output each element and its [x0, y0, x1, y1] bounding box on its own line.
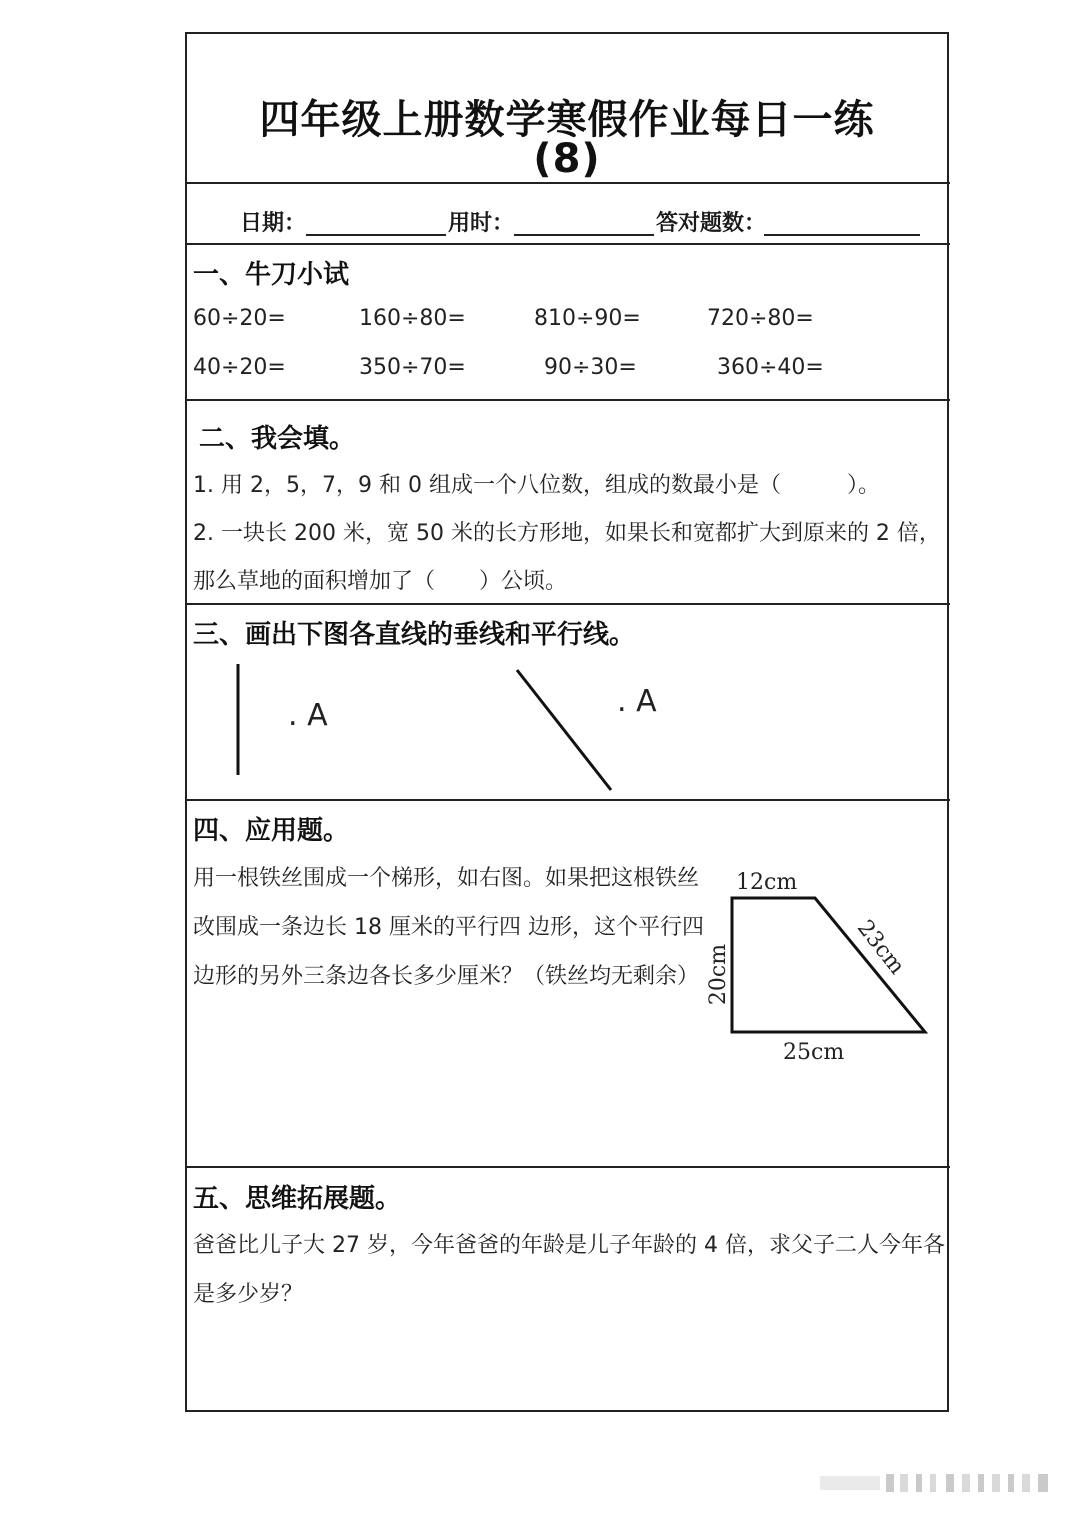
fill-question-2-line1: 2. 一块长 200 米，宽 50 米的长方形地，如果长和宽都扩大到原来的 2 倍， — [193, 521, 941, 546]
problem-text-line2: 改围成一条边长 18 厘米的平行四 边形，这个平行四 — [193, 915, 704, 940]
divider — [186, 603, 950, 605]
divider — [186, 799, 950, 801]
trapezoid-bottom-label: 25cm — [783, 1040, 845, 1065]
info-row — [240, 204, 940, 240]
correct-count-label: 答对题数： — [656, 211, 767, 236]
slanted-line — [517, 670, 611, 790]
section1-title: 一、牛刀小试 — [193, 260, 350, 290]
problem-1: 60÷20= — [193, 306, 286, 331]
page-title-number: (8) — [533, 136, 601, 182]
section2-title: 二、我会填。 — [199, 424, 356, 454]
divider — [186, 1166, 950, 1168]
problem-3: 810÷90= — [534, 306, 641, 331]
divider — [186, 399, 950, 401]
problem-2: 160÷80= — [359, 306, 466, 331]
problem-text-line1: 用一根铁丝围成一个梯形，如右图。如果把这根铁丝 — [193, 866, 700, 891]
point-a-label-2: . A — [617, 684, 657, 719]
section5-title: 五、思维拓展题。 — [193, 1184, 402, 1214]
fill-question-2-line2: 那么草地的面积增加了（ ）公顷。 — [193, 569, 568, 594]
divider — [186, 182, 950, 184]
section3-title: 三、画出下图各直线的垂线和平行线。 — [193, 620, 636, 650]
problem-8: 360÷40= — [717, 355, 824, 380]
problem-6: 350÷70= — [359, 355, 466, 380]
problem-4: 720÷80= — [707, 306, 814, 331]
date-label: 日期： — [240, 211, 307, 236]
problem-7: 90÷30= — [544, 355, 637, 380]
divider — [186, 243, 950, 245]
correct-count-field[interactable] — [764, 234, 920, 236]
watermark-graphic — [820, 1472, 1055, 1494]
extension-text-line2: 是多少岁？ — [193, 1282, 304, 1307]
page-title: 四年级上册数学寒假作业每日一练 — [259, 97, 875, 143]
time-field[interactable] — [514, 234, 654, 236]
trapezoid-left-label: 20cm — [706, 943, 732, 1006]
problem-5: 40÷20= — [193, 355, 286, 380]
point-a-label-1: . A — [288, 698, 328, 733]
section4-title: 四、应用题。 — [193, 816, 350, 846]
trapezoid-slant-label: 23cm — [851, 915, 910, 980]
problem-text-line3: 边形的另外三条边各长多少厘米？（铁丝均无剩余） — [193, 964, 700, 989]
trapezoid-top-label: 12cm — [736, 870, 798, 895]
extension-text-line1: 爸爸比儿子大 27 岁，今年爸爸的年龄是儿子年龄的 4 倍，求父子二人今年各 — [193, 1233, 945, 1258]
time-label: 用时： — [448, 211, 515, 236]
fill-question-1: 1. 用 2，5，7，9 和 0 组成一个八位数，组成的数最小是（ ）。 — [193, 473, 880, 498]
date-field[interactable] — [306, 234, 446, 236]
